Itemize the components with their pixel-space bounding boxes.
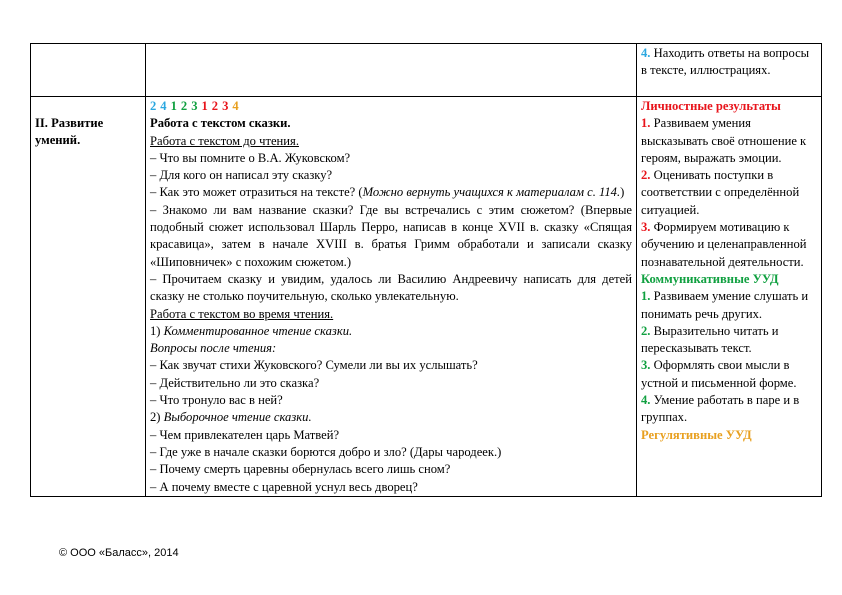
skill-number: 2 [180,99,188,113]
skill-number: 4 [232,99,239,113]
skill-number: 2 [150,99,157,113]
question: – А почему вместе с царевной уснул весь дворец? [150,479,418,494]
step-number: 1) [150,323,161,338]
result-text: Умение работать в паре и в группах. [641,393,800,425]
before-reading-heading: Работа с текстом до чтения. [150,133,299,148]
communicative-heading: Коммуникативные УУД [641,271,779,286]
stage-label: II. Развитие умений. [35,116,104,148]
objective-cell [637,44,822,97]
result-text: Развиваем умения высказывать своё отношение к героям, выражать эмоции. [641,116,807,165]
reading-step [150,409,632,426]
table-row [31,97,822,497]
question-text: – Как это может отразиться на тексте? ( [150,185,363,200]
skill-number: 3 [222,99,229,113]
after-reading-heading: Вопросы после чтения: [150,341,277,356]
during-reading-heading: Работа с текстом во время чтения. [150,306,334,321]
skill-numbers [150,98,632,115]
result-text: Развиваем умение слушать и понимать речь других. [641,289,809,321]
skill-number: 1 [170,99,177,113]
step-text: Выборочное чтение сказки. [163,410,312,425]
content-cell-empty [146,44,637,97]
skill-number: 1 [201,99,208,113]
results-cell [637,97,822,497]
result-item [641,115,817,167]
result-number: 1. [641,289,651,304]
table-row [31,44,822,97]
reading-step [150,323,632,340]
result-text: Оформлять свои мысли в устной и письменной форме. [641,358,797,390]
question: – Действительно ли это сказка? [150,375,320,390]
objective-text: Находить ответы на вопросы в тексте, иллюстрациях. [641,46,810,78]
question: – Знакомо ли вам название сказки? Где вы встречались с этим сюжетом? (Впервые подобный сюжет использовал Шарль Перро, написав в конце XVII в. сказку «Спящая красавица», затем в начале XVIII в. братья Гримм обработали и записали сказку «Шиповничек» с похожим сюжетом.) [150,202,632,269]
result-item [641,392,817,427]
section-title: Работа с текстом сказки. [150,116,291,131]
skill-number: 4 [160,99,167,113]
result-item [641,288,817,323]
skill-number: 3 [191,99,198,113]
result-item [641,323,817,358]
regulative-heading: Регулятивные УУД [641,427,752,442]
stage-cell [31,97,146,497]
lesson-table [30,43,822,497]
content-cell [146,97,637,497]
objective-number: 4. [641,46,651,60]
result-number: 3. [641,220,651,235]
question-note: Можно вернуть учащихся к материалам с. 114. [362,185,621,200]
copyright-footer: © ООО «Баласс», 2014 [59,547,179,559]
result-text: Выразительно читать и пересказывать текст. [641,323,779,356]
question: – Где уже в начале сказки борются добро и зло? (Дары чародеек.) [150,444,502,459]
stage-cell-empty [31,44,146,97]
skill-number: 2 [211,99,219,113]
question-text-end: ) [620,185,625,200]
question: – Что вы помните о В.А. Жуковском? [150,150,351,165]
result-text: Формируем мотивацию к обучению и целенаправленной познавательной деятельности. [641,220,807,269]
question: – Для кого он написал эту сказку? [150,168,333,183]
question: – Как звучат стихи Жуковского? Сумели ли вы их услышать? [150,358,478,373]
result-item [641,219,817,271]
step-number: 2) [150,410,161,425]
step-text: Комментированное чтение сказки. [163,323,353,338]
question: – Что тронуло вас в ней? [150,393,283,408]
question: – Чем привлекателен царь Матвей? [150,427,340,442]
result-number: 3. [641,358,651,373]
question: – Прочитаем сказку и увидим, удалось ли Василию Андреевичу написать для детей сказку не столько поучительную, сколько увлекательную. [150,271,632,304]
result-number: 2. [641,323,651,338]
question [150,184,632,201]
result-number: 1. [641,116,651,131]
result-item [641,167,817,219]
result-text: Оценивать поступки в соответствии с определённой ситуацией. [641,168,800,217]
result-number: 2. [641,168,651,183]
personal-results-heading: Личностные результаты [641,99,781,113]
result-item [641,357,817,392]
result-number: 4. [641,393,651,408]
question: – Почему смерть царевны обернулась всего лишь сном? [150,462,451,477]
